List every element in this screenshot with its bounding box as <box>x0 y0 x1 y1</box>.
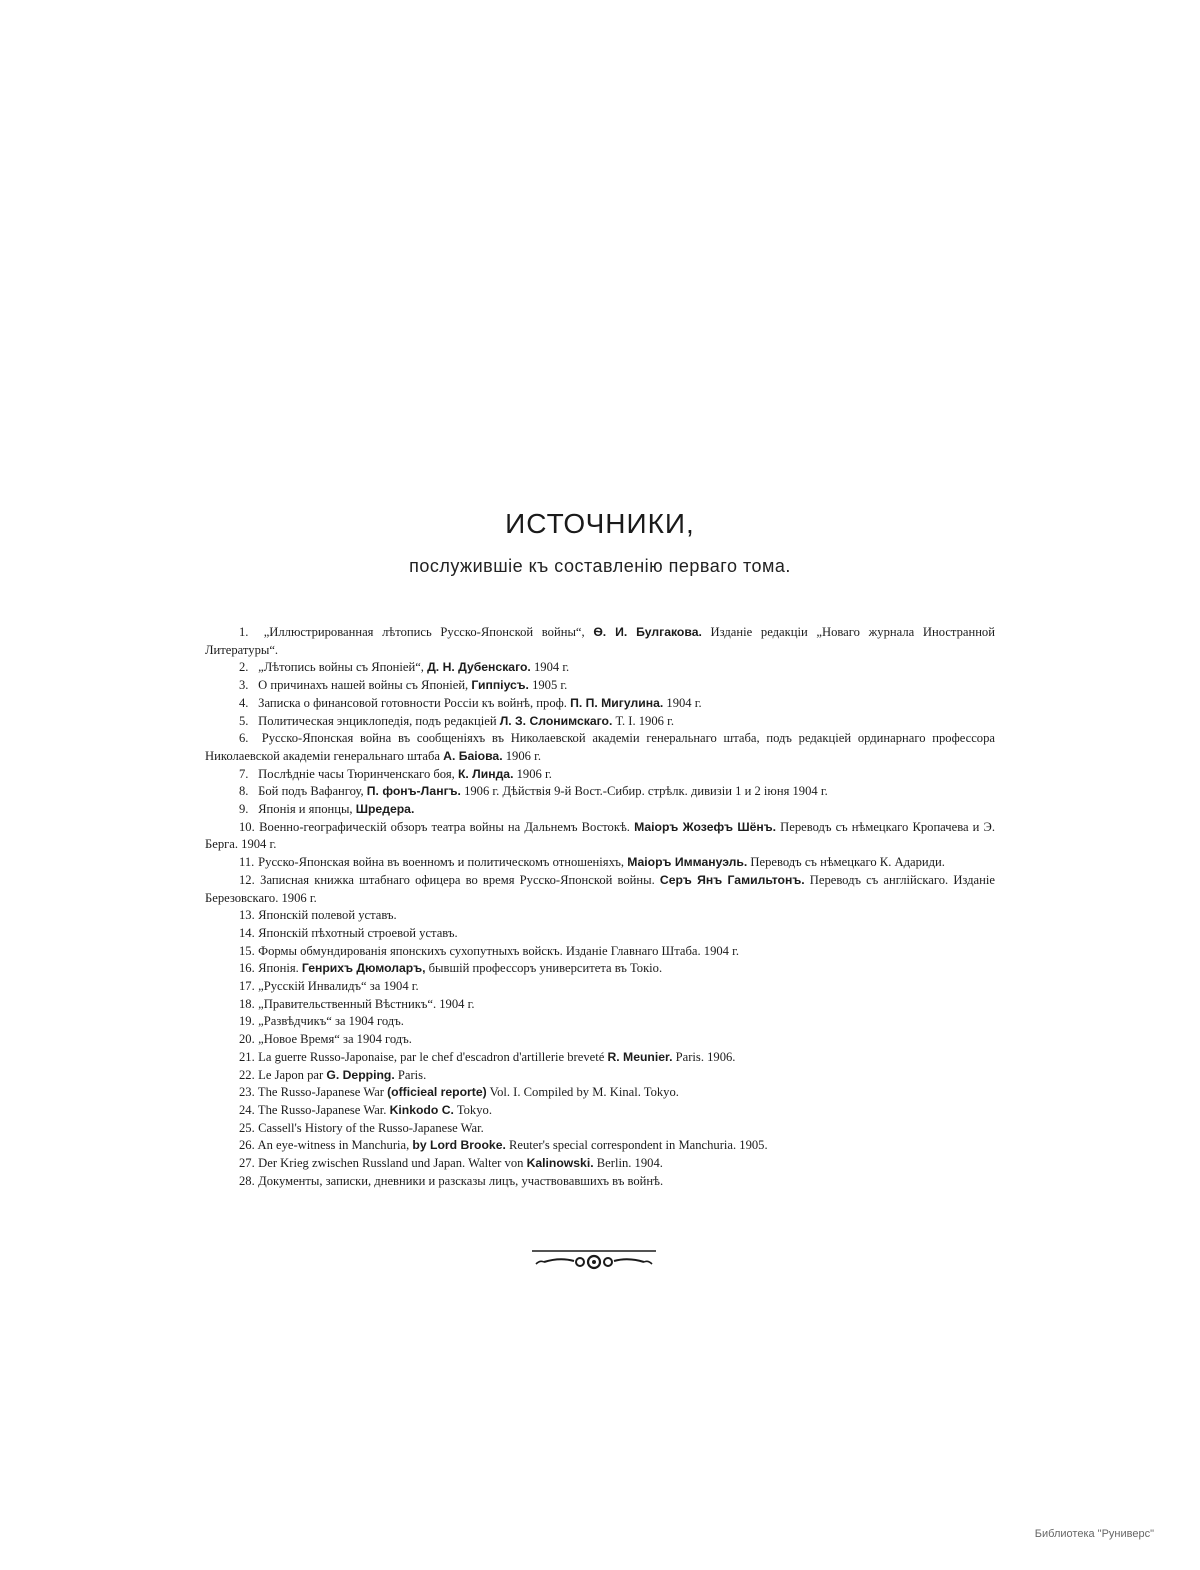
page-subtitle: послужившіе къ составленію перваго тома. <box>409 556 791 576</box>
source-text: Записка о финансовой готовности Россіи къ войнѣ, проф. <box>258 695 571 710</box>
source-author: G. Depping. <box>326 1067 395 1082</box>
source-text: Японія и японцы, <box>258 802 356 817</box>
source-item <box>205 624 995 659</box>
source-item <box>205 996 995 1014</box>
source-number: 3. <box>239 678 249 693</box>
source-number: 18. <box>239 996 255 1011</box>
source-text: Переводъ съ нѣмецкаго Кропачева и Э. Берга. 1904 г. <box>205 819 996 852</box>
source-text: 1904 г. <box>530 660 570 675</box>
source-text: „Русскій Инвалидъ“ за 1904 г. <box>258 979 419 994</box>
sources-list <box>205 624 995 1191</box>
source-text: „Лѣтопись войны съ Японіей“, <box>258 660 428 675</box>
library-footer: Библиотека "Руниверс" <box>1034 1528 1154 1540</box>
source-author: Маіоръ Жозефъ Шёнъ. <box>634 819 777 834</box>
source-number: 2. <box>239 660 249 675</box>
source-text: Японія. <box>258 961 302 976</box>
source-text: Японскій пѣхотный строевой уставъ. <box>258 925 458 940</box>
source-number: 6. <box>239 731 249 746</box>
source-author: Ѳ. И. Булгакова. <box>593 625 702 639</box>
source-text: Японскій полевой уставъ. <box>258 908 397 923</box>
source-item <box>205 713 995 731</box>
source-text: The Russo-Japanese War <box>257 1085 388 1100</box>
source-number: 25. <box>239 1120 255 1135</box>
source-number: 1. <box>239 625 249 639</box>
source-number: 21. <box>239 1049 255 1064</box>
source-item <box>205 677 995 695</box>
source-item <box>205 730 995 765</box>
source-item <box>205 819 995 854</box>
page-title: ИСТОЧНИКИ, <box>505 508 695 539</box>
source-author: К. Линда. <box>457 766 514 781</box>
source-item <box>205 1084 995 1102</box>
source-text: О причинахъ нашей войны съ Японіей, <box>258 678 472 693</box>
source-number: 7. <box>239 766 249 781</box>
source-text: „Правительственный Вѣстникъ“. 1904 г. <box>258 996 475 1011</box>
source-text: The Russo-Japanese War. <box>257 1102 390 1117</box>
source-text: Т. І. 1906 г. <box>612 713 674 728</box>
source-author: Генрихъ Дюмоларъ, <box>301 961 426 976</box>
source-number: 11. <box>239 855 255 870</box>
source-text: Tokyo. <box>453 1102 492 1117</box>
source-text: „Новое Время“ за 1904 годъ. <box>258 1032 412 1047</box>
source-number: 28. <box>239 1173 255 1188</box>
source-item <box>205 1155 995 1173</box>
source-text: Бой подъ Вафангоу, <box>258 784 367 799</box>
source-item <box>205 766 995 784</box>
source-number: 10. <box>239 819 255 834</box>
source-text: 1906 г. <box>502 748 541 763</box>
source-text: Документы, записки, дневники и разсказы лицъ, участвовавшихъ въ войнѣ. <box>258 1173 664 1188</box>
source-number: 17. <box>239 979 255 994</box>
source-number: 4. <box>239 695 249 710</box>
source-text: Военно-географическій обзоръ театра войны на Дальнемъ Востокѣ. <box>259 819 635 834</box>
source-number: 13. <box>239 908 255 923</box>
source-item <box>205 1173 995 1191</box>
source-item <box>205 1049 995 1067</box>
source-number: 14. <box>239 925 255 940</box>
source-number: 26. <box>239 1138 255 1153</box>
source-text: Vol. I. Compiled by M. Kinal. Tokyo. <box>486 1085 679 1100</box>
source-number: 22. <box>239 1067 255 1082</box>
source-text: Reuter's special correspondent in Manchuria. 1905. <box>505 1138 768 1153</box>
source-author: Шредера. <box>355 802 415 817</box>
source-text: An eye-witness in Manchuria, <box>257 1138 413 1153</box>
source-author: Серъ Янъ Гамильтонъ. <box>659 872 805 887</box>
ornament-icon <box>530 1248 658 1272</box>
source-item <box>205 1031 995 1049</box>
source-number: 19. <box>239 1014 255 1029</box>
source-text: Русско-Японская война въ военномъ и политическомъ отношеніяхъ, <box>258 855 628 870</box>
source-item <box>205 1102 995 1120</box>
source-author: Kinkodo C. <box>389 1102 454 1117</box>
source-number: 12. <box>239 872 255 887</box>
source-item <box>205 659 995 677</box>
source-author: R. Meunier. <box>607 1049 673 1064</box>
source-text: Изданіе редакціи „Новаго журнала Иностранной Литературы“. <box>205 625 995 657</box>
source-text: Переводъ съ англійскаго. Изданіе Березовскаго. 1906 г. <box>205 872 995 905</box>
source-text: Paris. 1906. <box>672 1049 736 1064</box>
source-text: Paris. <box>394 1067 427 1082</box>
source-number: 8. <box>239 784 249 799</box>
source-item <box>205 1013 995 1031</box>
source-text: Le Japon par <box>258 1067 327 1082</box>
source-author: П. П. Мигулина. <box>570 695 664 710</box>
source-author: П. фонъ-Лангъ. <box>366 784 461 799</box>
source-text: Переводъ съ нѣмецкаго К. Адариди. <box>747 855 945 870</box>
source-item <box>205 907 995 925</box>
source-text: Der Krieg zwischen Russland und Japan. Walter von <box>258 1156 527 1171</box>
source-number: 15. <box>239 943 255 958</box>
source-item <box>205 1067 995 1085</box>
source-author: Гиппіусъ. <box>471 678 529 693</box>
source-number: 9. <box>239 802 249 817</box>
source-number: 20. <box>239 1032 255 1047</box>
source-number: 24. <box>239 1102 255 1117</box>
source-text: Записная книжка штабнаго офицера во время Русско-Японской войны. <box>260 872 660 887</box>
source-number: 16. <box>239 961 255 976</box>
source-item <box>205 695 995 713</box>
source-text: „Развѣдчикъ“ за 1904 годъ. <box>258 1014 404 1029</box>
source-number: 27. <box>239 1156 255 1171</box>
source-item <box>205 1120 995 1138</box>
source-text: Русско-Японская война въ сообщеніяхъ въ Николаевской академіи генеральнаго штаба, подъ редакціей ординарнаго профессора Николаевской академіи генеральнаго штаба <box>205 731 995 763</box>
source-text: 1904 г. <box>663 695 702 710</box>
source-text: Политическая энциклопедія, подъ редакціей <box>258 713 500 728</box>
source-author: by Lord Brooke. <box>412 1138 506 1153</box>
source-text: Cassell's History of the Russo-Japanese War. <box>258 1120 484 1135</box>
source-author: А. Баіова. <box>443 748 503 763</box>
source-text: 1906 г. <box>513 766 552 781</box>
source-author: Маіоръ Иммануэль. <box>627 855 748 870</box>
source-item <box>205 943 995 961</box>
source-text: La guerre Russo-Japonaise, par le chef d'escadron d'artillerie breveté <box>258 1049 608 1064</box>
source-author: Л. З. Слонимскаго. <box>499 713 613 728</box>
source-item <box>205 872 995 907</box>
source-item <box>205 783 995 801</box>
source-item <box>205 1137 995 1155</box>
source-text: 1905 г. <box>528 678 568 693</box>
source-text: бывшій профессоръ университета въ Токіо. <box>425 961 663 976</box>
source-number: 23. <box>239 1085 255 1100</box>
source-item <box>205 960 995 978</box>
source-author: Kalinowski. <box>526 1156 594 1171</box>
source-item <box>205 978 995 996</box>
source-number: 5. <box>239 713 249 728</box>
source-author: (officieal reporte) <box>387 1085 487 1100</box>
source-item <box>205 854 995 872</box>
source-text: „Иллюстрированная лѣтопись Русско-Японской войны“, <box>263 625 594 639</box>
source-text: Формы обмундированія японскихъ сухопутныхъ войскъ. Изданіе Главнаго Штаба. 1904 г. <box>258 943 739 958</box>
source-author: Д. Н. Дубенскаго. <box>427 660 531 675</box>
source-text: Berlin. 1904. <box>593 1156 663 1171</box>
source-item <box>205 925 995 943</box>
source-text: Послѣдніе часы Тюринченскаго боя, <box>258 766 458 781</box>
source-item <box>205 801 995 819</box>
source-text: 1906 г. Дѣйствія 9-й Вост.-Сибир. стрѣлк. дивизіи 1 и 2 іюня 1904 г. <box>460 784 828 799</box>
